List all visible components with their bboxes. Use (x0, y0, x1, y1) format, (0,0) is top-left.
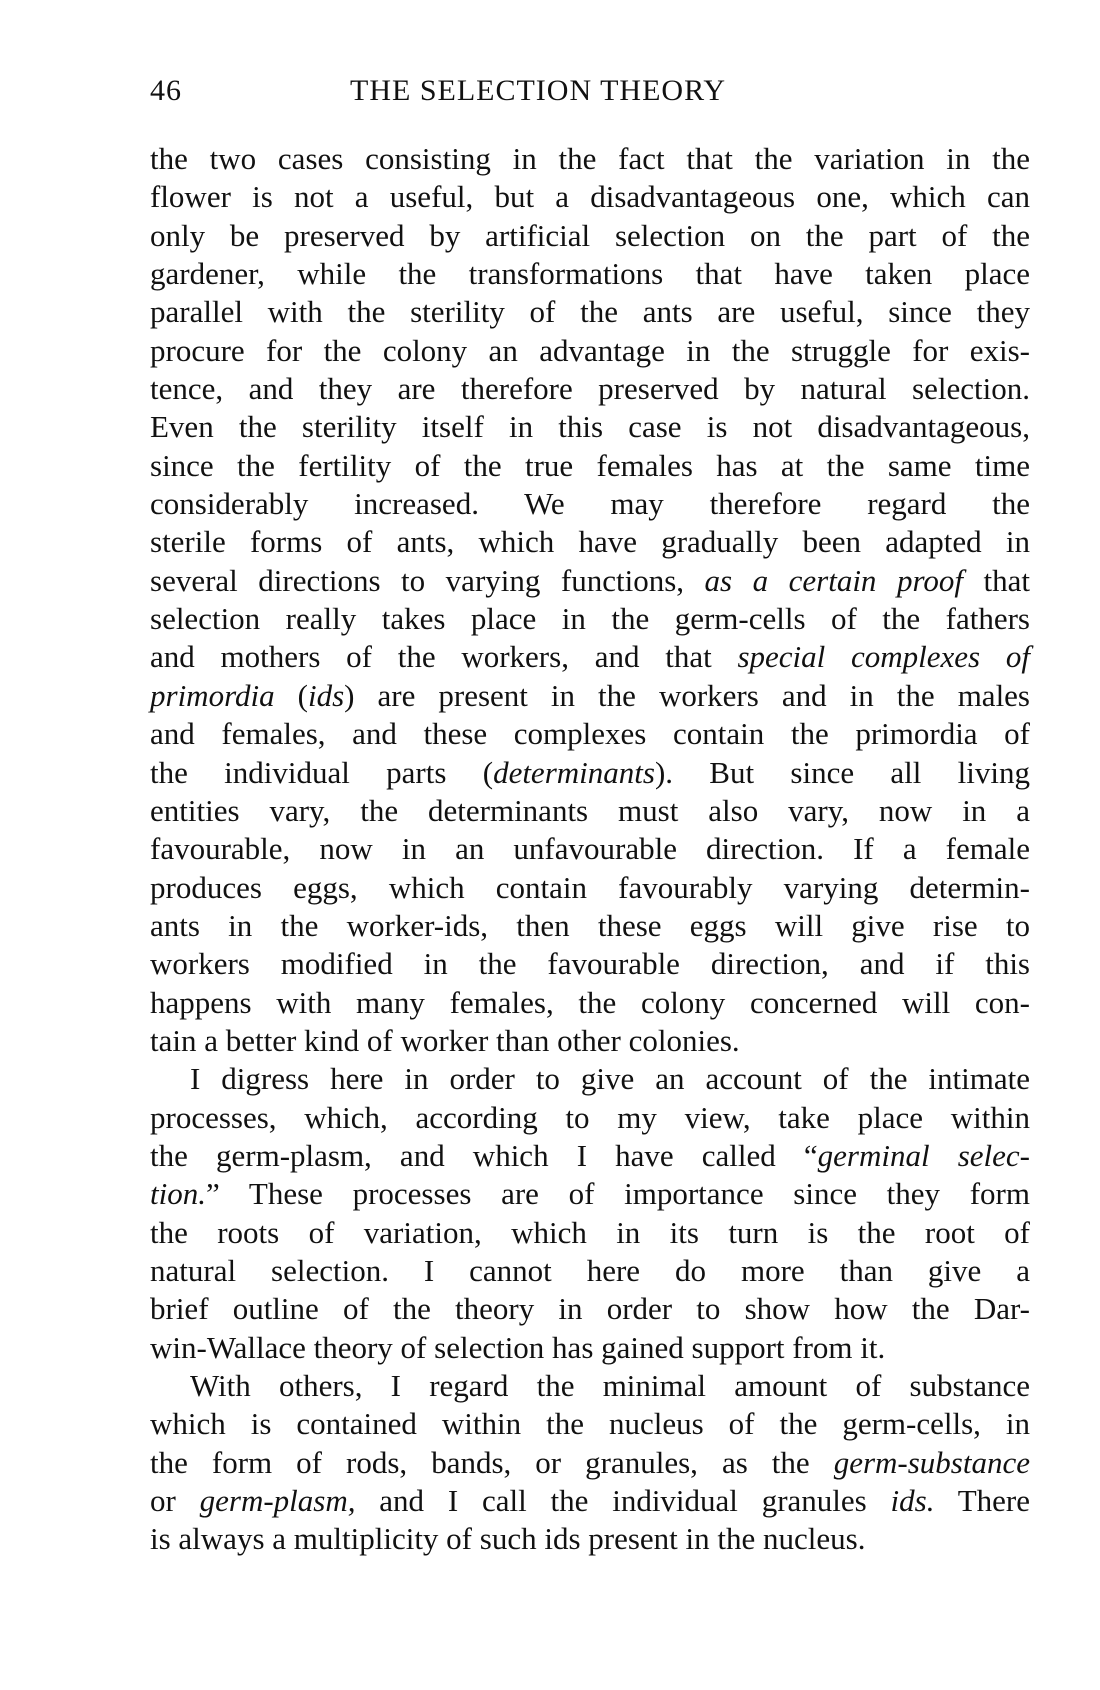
text-line (150, 945, 1030, 983)
text-run: tain a better kind of worker than other colonies. (150, 1022, 740, 1058)
text-run: which is contained within the nucleus of the germ-cells, in (150, 1406, 1030, 1442)
text-run: produces eggs, which contain favourably varying determin- (150, 869, 1030, 905)
text-line (150, 1214, 1030, 1252)
text-line (150, 1022, 1030, 1060)
text-run: and I call the individual granules (355, 1483, 891, 1519)
text-run: the form of rods, bands, or granules, as the (150, 1444, 834, 1480)
text-run: or (150, 1483, 200, 1519)
italic-text: germ-substance (833, 1444, 1030, 1480)
text-line (150, 715, 1030, 753)
text-run: procure for the colony an advantage in the struggle for exis- (150, 332, 1030, 368)
text-line (150, 869, 1030, 907)
text-run: the two cases consisting in the fact that the variation in the (150, 141, 1030, 176)
text-run: processes, which, according to my view, take place within (150, 1099, 1030, 1135)
text-line (150, 830, 1030, 868)
text-run: workers modified in the favourable direction, and if this (150, 946, 1030, 982)
text-run: ( (274, 677, 308, 713)
text-line (150, 217, 1030, 255)
text-line (150, 523, 1030, 561)
text-line (150, 562, 1030, 600)
text-line (150, 293, 1030, 331)
text-run: There (934, 1483, 1031, 1519)
text-line (150, 754, 1030, 792)
text-run: and females, and these complexes contain the primordia of (150, 716, 1030, 752)
text-line (150, 408, 1030, 446)
text-run: since the fertility of the true females has at the same time (150, 447, 1030, 483)
text-line (150, 1175, 1030, 1213)
text-run: ants in the worker-ids, then these eggs will give rise to (150, 907, 1030, 943)
text-line (150, 1137, 1030, 1175)
italic-text: determinants (493, 754, 655, 790)
text-run: ). But since all living (654, 754, 1030, 790)
italic-text: ids (307, 677, 345, 713)
text-run: considerably increased. We may therefore regard the (150, 486, 1030, 522)
italic-text: tion. (150, 1176, 206, 1212)
page-number: 46 (150, 74, 182, 107)
text-line (150, 984, 1030, 1022)
italic-text: special complexes of (737, 639, 1030, 675)
text-run: entities vary, the determinants must also vary, now in a (150, 792, 1030, 828)
text-run: win-Wallace theory of selection has gained support from it. (150, 1329, 886, 1365)
text-run: natural selection. I cannot here do more than give a (150, 1252, 1030, 1288)
text-line (150, 370, 1030, 408)
text-line (150, 1099, 1030, 1137)
text-run: favourable, now in an unfavourable direction. If a female (150, 831, 1030, 867)
text-line (150, 1252, 1030, 1290)
text-run: gardener, while the transformations that have taken place (150, 256, 1030, 292)
text-line (150, 140, 1030, 178)
text-line (150, 447, 1030, 485)
text-run: ” These processes are of importance since they form (205, 1176, 1030, 1212)
italic-text: germinal selec- (817, 1137, 1031, 1173)
text-line (150, 638, 1030, 676)
text-run: is always a multiplicity of such ids present in the nucleus. (150, 1521, 866, 1557)
text-line (150, 332, 1030, 370)
text-run: several directions to varying functions, (150, 562, 705, 598)
italic-text: primordia (150, 677, 275, 713)
text-line (150, 1367, 1030, 1405)
text-run: sterile forms of ants, which have gradually been adapted in (150, 524, 1030, 560)
running-head: THE SELECTION THEORY (350, 74, 727, 107)
text-line (150, 1290, 1030, 1328)
text-run: and mothers of the workers, and that (150, 639, 738, 675)
text-line (150, 677, 1030, 715)
text-line (150, 600, 1030, 638)
paragraph (150, 1367, 1030, 1559)
text-run: happens with many females, the colony concerned will con- (150, 984, 1030, 1020)
paragraph (150, 1060, 1030, 1367)
text-line (150, 1482, 1030, 1520)
body-text (150, 140, 1030, 1559)
text-run: that (962, 562, 1030, 598)
text-line (150, 178, 1030, 216)
text-run: With others, I regard the minimal amount of substance (190, 1368, 1030, 1403)
italic-text: ids. (890, 1483, 935, 1519)
text-line (150, 1060, 1030, 1098)
italic-text: as a certain proof (704, 562, 963, 598)
text-run: parallel with the sterility of the ants are useful, since they (150, 294, 1030, 330)
text-run: flower is not a useful, but a disadvantageous one, which can (150, 179, 1030, 215)
text-run: the germ-plasm, and which I have called “ (150, 1137, 818, 1173)
text-line (150, 485, 1030, 523)
text-run: the roots of variation, which in its turn is the root of (150, 1214, 1030, 1250)
text-line (150, 792, 1030, 830)
text-line (150, 255, 1030, 293)
text-run: Even the sterility itself in this case is not disadvantageous, (150, 409, 1030, 445)
text-run: selection really takes place in the germ-cells of the fathers (150, 601, 1030, 637)
text-run: ) are present in the workers and in the males (344, 677, 1030, 713)
paragraph (150, 140, 1030, 1060)
text-run: the individual parts ( (150, 754, 494, 790)
text-line (150, 1329, 1030, 1367)
page-header (150, 74, 1030, 114)
text-run: only be preserved by artificial selection on the part of the (150, 217, 1030, 253)
text-line (150, 1444, 1030, 1482)
text-run: brief outline of the theory in order to show how the Dar- (150, 1291, 1030, 1327)
text-run: tence, and they are therefore preserved by natural selection. (150, 371, 1030, 407)
text-run: I digress here in order to give an account of the intimate (190, 1061, 1030, 1097)
text-line (150, 1405, 1030, 1443)
italic-text: germ-plasm, (199, 1483, 356, 1519)
text-line (150, 1520, 1030, 1558)
text-line (150, 907, 1030, 945)
